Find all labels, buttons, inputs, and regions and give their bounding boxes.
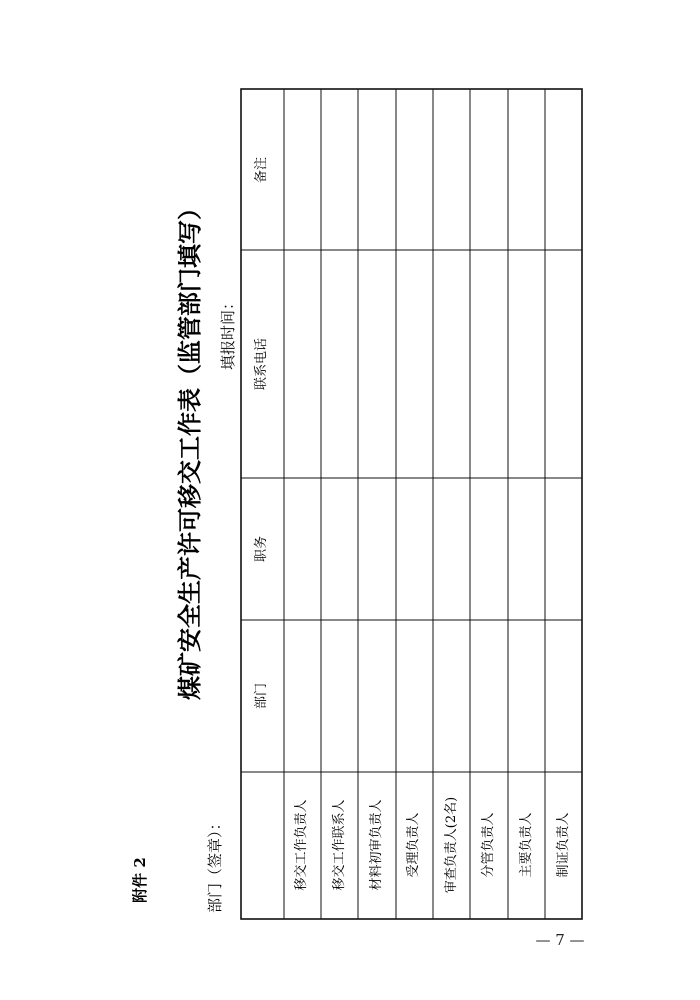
row-label: 材料初审负责人 bbox=[369, 799, 384, 891]
attachment-label: 附件 2 bbox=[131, 857, 149, 903]
page-number: — 7 — bbox=[535, 931, 585, 949]
column-header-phone: 联系电话 bbox=[254, 338, 269, 391]
department-seal-label: 部门（签章）： bbox=[206, 815, 224, 913]
row-label: 审查负责人(2名) bbox=[444, 796, 459, 894]
row-label: 移交工作联系人 bbox=[332, 799, 347, 891]
row-label: 分管负责人 bbox=[481, 812, 496, 878]
row-label: 制证负责人 bbox=[556, 812, 571, 878]
form-title: 煤矿安全生产许可移交工作表（监管部门填写） bbox=[175, 196, 204, 700]
column-header-position: 职务 bbox=[254, 536, 269, 563]
row-label: 受理负责人 bbox=[406, 812, 421, 878]
row-label: 主要负责人 bbox=[519, 812, 534, 878]
row-label: 移交工作负责人 bbox=[294, 799, 309, 891]
column-header-department: 部门 bbox=[254, 683, 269, 710]
column-header-remarks: 备注 bbox=[254, 157, 269, 184]
fill-time-label: 填报时间： bbox=[219, 294, 237, 370]
